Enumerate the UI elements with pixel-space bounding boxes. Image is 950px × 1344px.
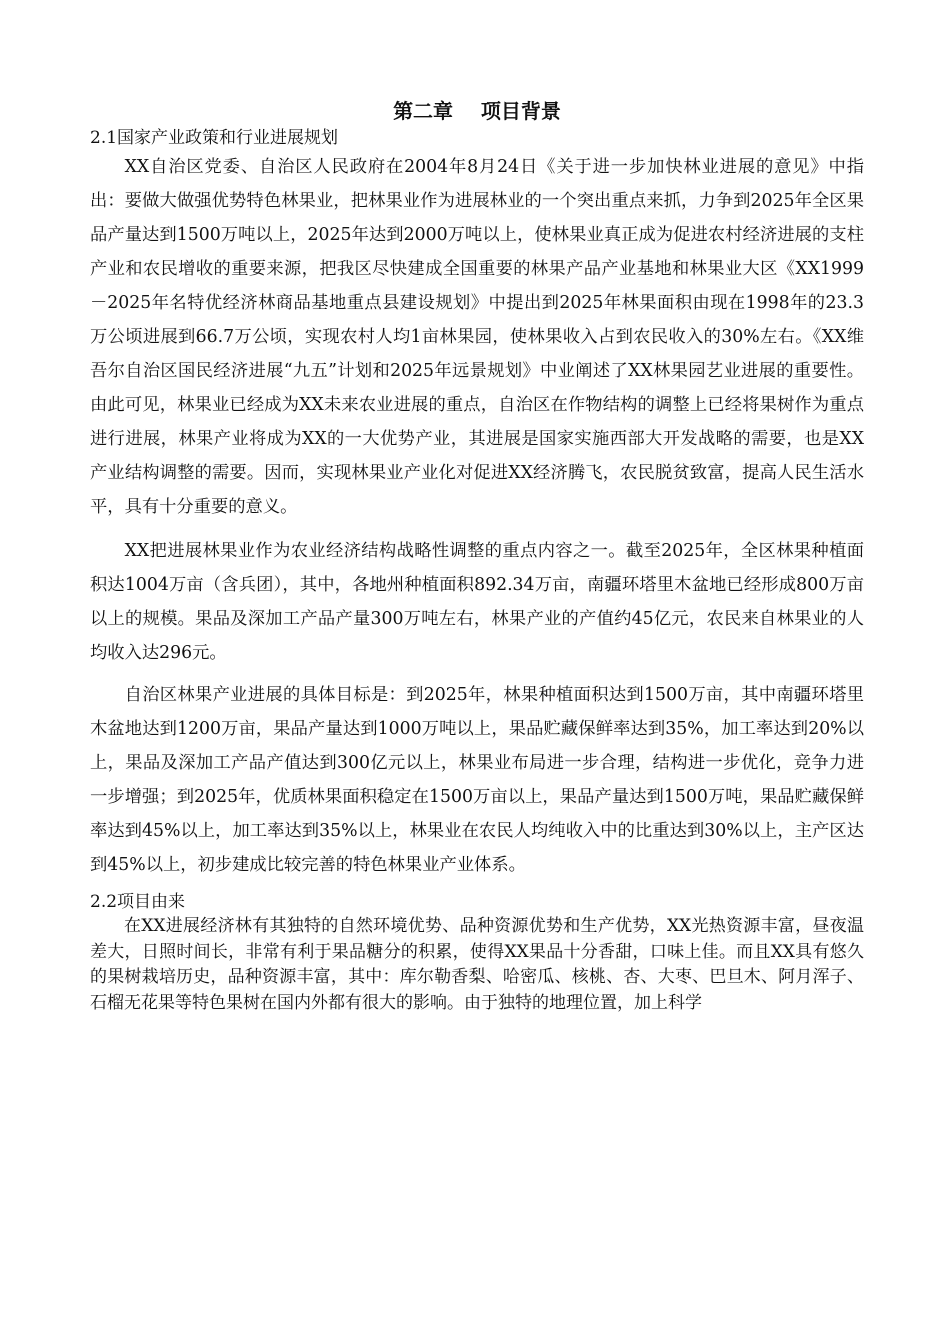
section-heading-2-1: 2.1国家产业政策和行业进展规划 xyxy=(90,128,339,148)
paragraph-targets: 自治区林果产业进展的具体目标是：到2025年，林果种植面积达到1500万亩，其中南疆环塔里木盆地达到1200万亩，果品产量达到1000万吨以上，果品贮藏保鲜率达到35%，加工率达到20%以上，果品及深加工产品产值达到300亿元以上，林果业布局进一步合理，结构进一步优化，竞争力进一步增强；到2025年，优质林果面积稳定在1500万亩以上，果品产量达到1500万吨，果品贮藏保鲜率达到45%以上，加工率达到35%以上，林果业在农民人均纯收入中的比重达到30%以上，主产区达到45%以上，初步建成比较完善的特色林果业产业体系。 xyxy=(90,685,864,875)
paragraph-policy: XX自治区党委、自治区人民政府在2004年8月24日《关于进一步加快林业进展的意见》中指出：要做大做强优势特色林果业，把林果业作为进展林业的一个突出重点来抓，力争到2025年全区果品产量达到1500万吨以上，2025年达到2000万吨以上，使林果业真正成为促进农村经济进展的支柱产业和农民增收的重要来源，把我区尽快建成全国重要的林果产品产业基地和林果业大区《XX1999－2025年名特优经济林商品基地重点县建设规划》中提出到2025年林果面积由现在1998年的23.3万公顷进展到66.7万公顷，实现农村人均1亩林果园，使林果收入占到农民收入的30%左右。《XX维吾尔自治区国民经济进展“九五”计划和2025年远景规划》中业阐述了XX林果园艺业进展的重要性。由此可见，林果业已经成为XX未来农业进展的重点，自治区在作物结构的调整上已经将果树作为重点进行进展，林果产业将成为XX的一大优势产业，其进展是国家实施西部大开发战略的需要，也是XX产业结构调整的需要。因而，实现林果业产业化对促进XX经济腾飞，农民脱贫致富，提高人民生活水平，具有十分重要的意义。 xyxy=(90,157,864,517)
paragraph-current-status: XX把进展林果业作为农业经济结构战略性调整的重点内容之一。截至2025年，全区林果种植面积达1004万亩（含兵团），其中，各地州种植面积892.34万亩，南疆环塔里木盆地已经形成800万亩以上的规模。果品及深加工产品产量300万吨左右，林果产业的产值约45亿元，农民来自林果业的人均收入达296元。 xyxy=(90,541,864,663)
chapter-title: 第二章 项目背景 xyxy=(393,99,561,123)
paragraph-project-origin: 在XX进展经济林有其独特的自然环境优势、品种资源优势和生产优势，XX光热资源丰富，昼夜温差大，日照时间长，非常有利于果品糖分的积累，使得XX果品十分香甜，口味上佳。而且XX具有悠久的果树栽培历史，品种资源丰富，其中：库尔勒香梨、哈密瓜、核桃、杏、大枣、巴旦木、阿月浑子、石榴无花果等特色果树在国内外都有很大的影响。由于独特的地理位置，加上科学 xyxy=(90,916,864,1013)
section-heading-2-2: 2.2项目由来 xyxy=(90,892,186,912)
